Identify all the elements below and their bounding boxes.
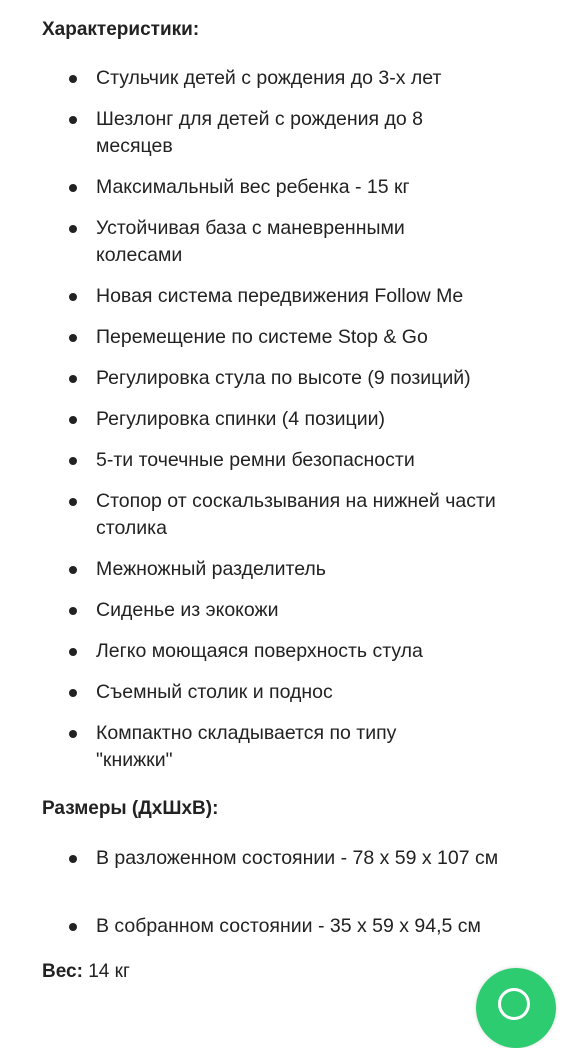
weight-label: Вес:: [42, 961, 83, 982]
sizes-heading: Размеры (ДхШхВ):: [42, 798, 219, 819]
bullet-icon: [69, 855, 77, 863]
bullet-icon: [69, 75, 77, 83]
chat-button[interactable]: [476, 968, 556, 1048]
bullet-icon: [69, 648, 77, 656]
weight-line: [42, 960, 130, 984]
bullet-icon: [69, 689, 77, 697]
bullet-icon: [69, 730, 77, 738]
bullet-icon: [69, 225, 77, 233]
product-description: Характеристики: Стульчик детей с рождения до 3-х лет Шезлонг для детей с рождения до 8 месяцев Максимальный вес ребенка - 15 кг Устойчивая база с маневренными колесами Новая система передвижения Follow Me Перемещение по системе Stop & Go Регулировка стула по высоте (9 позиций) Регулировка спинки (4 позиции) 5-ти точечные ремни безопасности Стопор от соскальзывания на нижней части столика Межножный разделитель Сиденье из экокожи Легко моющаяся поверхность стула Съемный столик и поднос Компактно складывается по типу "книжки" Размеры (ДхШхВ): В разложенном состоянии - 78 х 59 х 107 см В собранном состоянии - 35 х 59 х 94,5 см Вес: 14 кг: [0, 0, 583, 1000]
bullet-icon: [69, 457, 77, 465]
bullet-icon: [69, 184, 77, 192]
bullet-icon: [69, 607, 77, 615]
bullet-icon: [69, 375, 77, 383]
bullet-icon: [69, 116, 77, 124]
chat-icon: [498, 988, 530, 1020]
characteristics-heading: Характеристики:: [42, 19, 200, 40]
bullet-icon: [69, 923, 77, 931]
bullet-icon: [69, 498, 77, 506]
bullet-icon: [69, 334, 77, 342]
bullet-icon: [69, 416, 77, 424]
bullet-icon: [69, 566, 77, 574]
bullet-icon: [69, 293, 77, 301]
weight-value: 14 кг: [82, 961, 130, 982]
